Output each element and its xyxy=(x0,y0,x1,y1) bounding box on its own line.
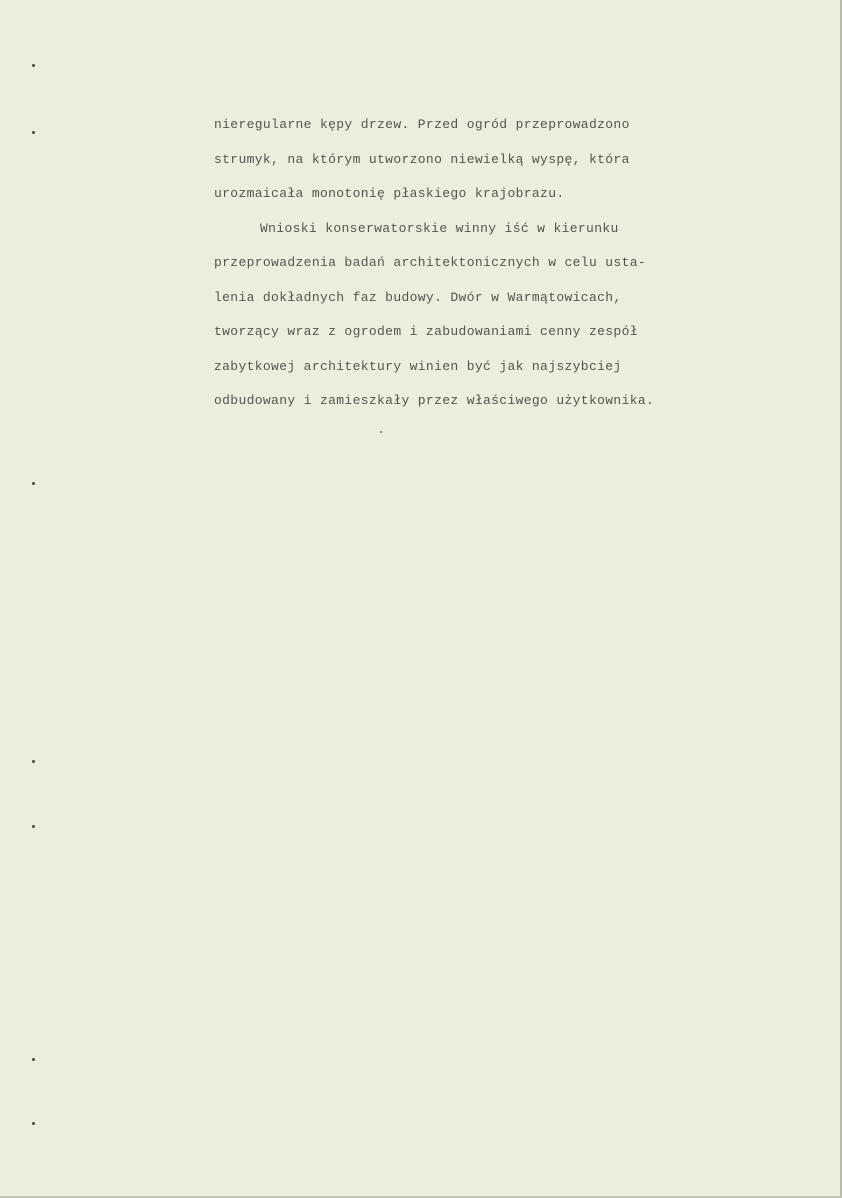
paper-speck xyxy=(380,431,382,433)
binder-hole-mark xyxy=(32,64,35,67)
binder-hole-mark xyxy=(32,131,35,134)
text-line: odbudowany i zamieszkały przez właściwego użytkownika. xyxy=(214,393,655,408)
text-line: tworzący wraz z ogrodem i zabudowaniami cenny zespół xyxy=(214,324,638,339)
text-line: strumyk, na którym utworzono niewielką wyspę, która xyxy=(214,151,630,167)
text-line: lenia dokładnych faz budowy. Dwór w Warmątowicach, xyxy=(214,289,622,305)
binder-hole-mark xyxy=(32,825,35,828)
text-line: nieregularne kępy drzew. Przed ogród przeprowadzono xyxy=(214,117,630,132)
binder-hole-mark xyxy=(32,1122,35,1125)
binder-hole-mark xyxy=(32,760,35,763)
binder-hole-mark xyxy=(32,1058,35,1061)
typed-text-body xyxy=(214,108,794,419)
binder-hole-mark xyxy=(32,482,35,485)
text-line: Wnioski konserwatorskie winny iść w kierunku xyxy=(260,220,619,236)
text-line: przeprowadzenia badań architektonicznych w celu usta- xyxy=(214,255,647,270)
text-line: urozmaicała monotonię płaskiego krajobrazu. xyxy=(214,186,565,201)
text-line: zabytkowej architektury winien być jak najszybciej xyxy=(214,358,622,374)
